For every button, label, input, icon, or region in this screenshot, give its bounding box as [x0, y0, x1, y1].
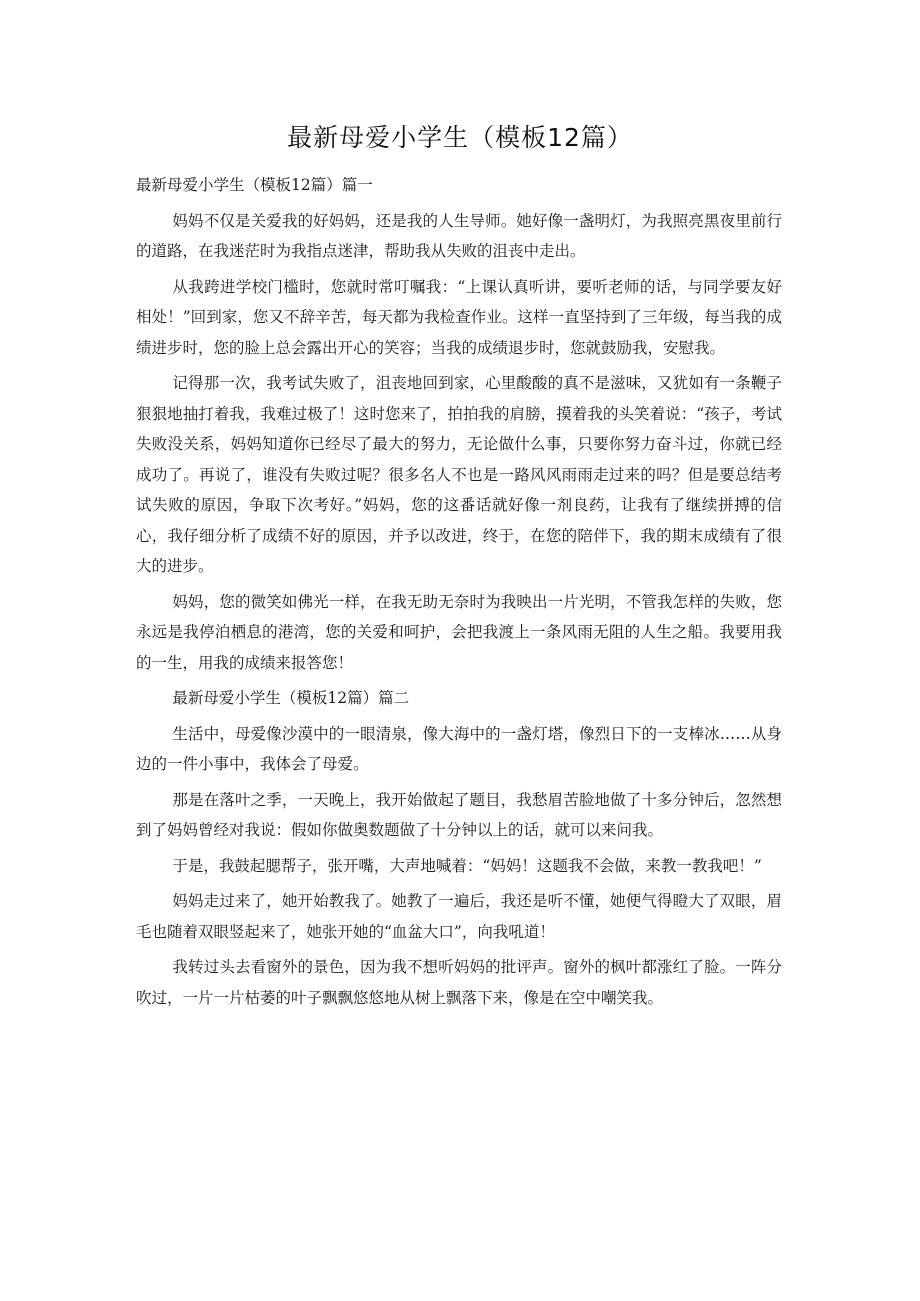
section-heading: 最新母爱小学生（模板12篇）篇一: [136, 176, 373, 194]
paragraph: 妈妈不仅是关爱我的好妈妈，还是我的人生导师。她好像一盏明灯，为我照亮黑夜里前行的道路，在我迷茫时为我指点迷津，帮助我从失败的沮丧中走出。: [136, 211, 782, 260]
paragraph: 从我跨进学校门槛时，您就时常叮嘱我：“上课认真听讲，要听老师的话，与同学要友好相处！”回到家，您又不辞辛苦，每天都为我检查作业。这样一直坚持到了三年级，每当我的成绩进步时，您的脸上总会露出开心的笑容；当我的成绩退步时，您就鼓励我，安慰我。: [136, 277, 782, 357]
section-heading: 最新母爱小学生（模板12篇）篇二: [172, 689, 410, 707]
paragraph: 妈妈走过来了，她开始教我了。她教了一遍后，我还是听不懂，她便气得瞪大了双眼，眉毛也随着双眼竖起来了，她张开她的“血盆大口”，向我吼道！: [136, 892, 782, 941]
paragraph: 妈妈，您的微笑如佛光一样，在我无助无奈时为我映出一片光明，不管我怎样的失败，您永远是我停泊栖息的港湾，您的关爱和呵护，会把我渡上一条风雨无阻的人生之船。我要用我的一生，用我的成绩来报答您！: [136, 592, 782, 672]
section-2: [136, 683, 782, 1013]
paragraph: 那是在落叶之季，一天晚上，我开始做起了题目，我愁眉苦脸地做了十多分钟后，忽然想到了妈妈曾经对我说：假如你做奥数题做了十分钟以上的话，就可以来问我。: [136, 790, 782, 839]
document-title: 最新母爱小学生（模板12篇）: [287, 123, 633, 152]
paragraph: 生活中，母爱像沙漠中的一眼清泉，像大海中的一盏灯塔，像烈日下的一支棒冰……从身边的一件小事中，我体会了母爱。: [136, 724, 782, 773]
section-1: [136, 170, 782, 678]
paragraph: 我转过头去看窗外的景色，因为我不想听妈妈的批评声。窗外的枫叶都涨红了脸。一阵分吹过，一片一片枯萎的叶子飘飘悠悠地从树上飘落下来，像是在空中嘲笑我。: [136, 958, 782, 1007]
document-body: [136, 170, 782, 1018]
paragraph: 于是，我鼓起腮帮子，张开嘴，大声地喊着：“妈妈！这题我不会做，来教一教我吧！”: [172, 856, 762, 875]
paragraph: 记得那一次，我考试失败了，沮丧地回到家，心里酸酸的真不是滋味，又犹如有一条鞭子狠狠地抽打着我，我难过极了！这时您来了，拍拍我的肩膀，摸着我的头笑着说：“孩子，考试失败没关系，妈妈知道你已经尽了最大的努力，无论做什么事，只要你努力奋斗过，你就已经成功了。再说了，谁没有失败过呢？很多名人不也是一路风风雨雨走过来的吗？但是要总结考试失败的原因，争取下次考好。”妈妈，您的这番话就好像一剂良药，让我有了继续拼搏的信心，我仔细分析了成绩不好的原因，并予以改进，终于，在您的陪伴下，我的期末成绩有了很大的进步。: [136, 374, 782, 575]
